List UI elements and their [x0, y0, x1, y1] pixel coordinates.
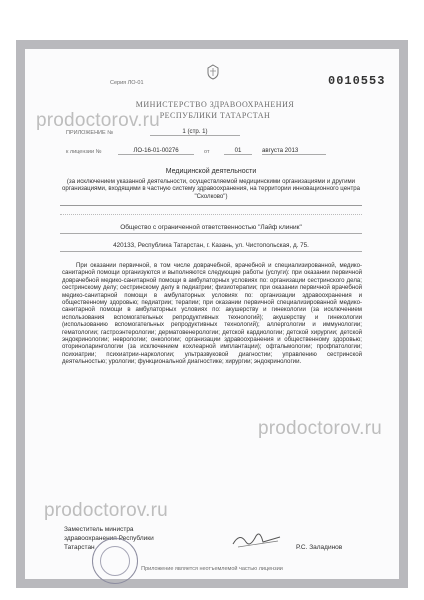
- appendix-number: 1 (стр. 1): [150, 128, 240, 136]
- form-code: Серия ЛО-01: [110, 80, 144, 86]
- seal-stamp: [92, 538, 138, 584]
- organization-name: Общество с ограниченной ответственностью "Лайф клиник": [120, 224, 302, 231]
- license-day: 01: [224, 147, 252, 155]
- activity-note: (за исключением указанной деятельности, осуществляемой медицинскими организациями и другими организациями, входящими в частную систему здравоохранения, на территории инновационного центра "Сколково"): [61, 178, 361, 200]
- signatory-position: Татарстан: [64, 544, 95, 551]
- signature-scribble: [230, 528, 284, 550]
- watermark-text: prodoctorov.ru: [44, 500, 168, 521]
- serial-number: 0010553: [328, 74, 386, 88]
- signatory-position: Заместитель министра: [64, 526, 134, 533]
- divider: [60, 233, 362, 234]
- signatory-position: здравоохранения Республики: [64, 535, 154, 542]
- watermark-text: prodoctorov.ru: [258, 418, 382, 439]
- footer-note: Приложение является неотъемлемой частью лицензии: [141, 566, 283, 572]
- license-label: к лицензии №: [66, 149, 102, 155]
- watermark-text: prodoctorov.ru: [36, 110, 160, 131]
- activity-title: Медицинской деятельности: [165, 168, 257, 175]
- license-month-year: августа 2013: [262, 147, 326, 155]
- coat-of-arms-icon: [206, 64, 220, 80]
- ministry-subtitle: РЕСПУБЛИКИ ТАТАРСТАН: [159, 111, 271, 120]
- divider: [60, 251, 362, 252]
- divider: [60, 214, 362, 215]
- license-from-label: от: [204, 149, 210, 155]
- signatory-name: Р.С. Заладинов: [296, 544, 343, 551]
- appendix-label: ПРИЛОЖЕНИЕ №: [66, 130, 114, 136]
- divider: [60, 205, 362, 206]
- license-number: ЛО-16-01-00276: [118, 147, 194, 155]
- organization-address: 420133, Республика Татарстан, г. Казань, ул. Чистопольская, д. 75.: [113, 242, 309, 249]
- services-text: При оказании первичной, в том числе доврачебной, врачебной и специализированной, медико-санитарной помощи организуются и выполняются следующие работы (услуги): при оказании первичной доврачебной медико-санитарной помощи в амбулаторных условиях по: организации сестринского дела; сестринскому делу; сестринскому делу в педиатрии; физиотерапии; при оказании первичной врачебной медико-санитарной помощи в амбулаторных условиях по: организации здравоохранения и общественному здоровью; педиатрии; терапии; при оказании первичной специализированной медико-санитарной помощи в амбулаторных условиях по: акушерству и гинекологии (за исключением использования вспомогательных репродуктивных технологий); акушерству и гинекологии (использованию вспомогательных репродуктивных технологий); аллергологии и иммунологии; гематологии; гастроэнтерологии; дерматовенерологии; детской кардиологии; детской хирургии; детской эндокринологии; неврологии; онкологии; организации здравоохранения и общественному здоровью; оториноларингологии (за исключением кохлеарной имплантации); офтальмологии; профпатологии; психиатрии; психиатрии-наркологии; ультразвуковой диагностии; управлению сестринской деятельностью; урологии; функциональной диагностике; хирургии; эндокринологии.: [62, 262, 362, 366]
- ministry-title: МИНИСТЕРСТВО ЗДРАВООХРАНЕНИЯ: [135, 100, 295, 109]
